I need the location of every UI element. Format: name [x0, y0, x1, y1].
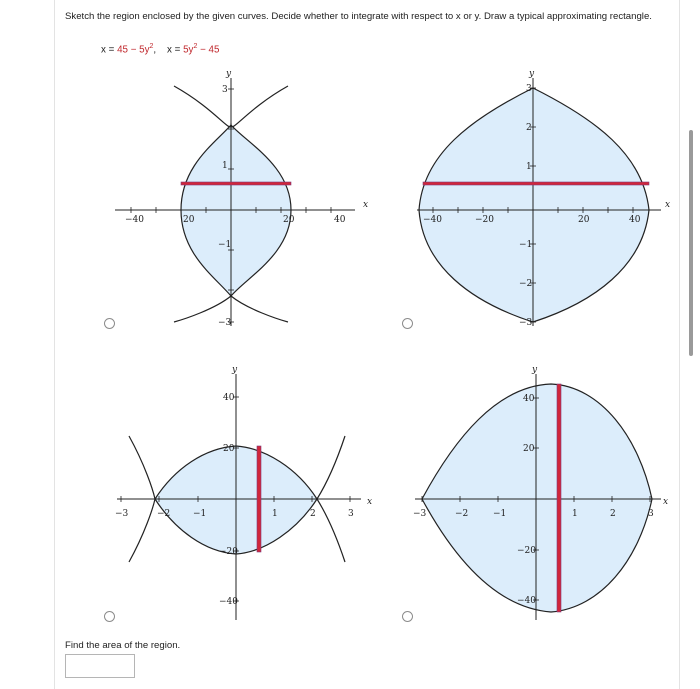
question-prompt: Sketch the region enclosed by the given curves. Decide whether to integrate with respect to x or y. Draw a typical approximating rectangle. [65, 11, 652, 22]
x-axis-label: x [665, 200, 671, 210]
eq2-rhs: 5y [183, 44, 194, 56]
x-tick-label: 20 [183, 215, 195, 225]
y-axis-label: y [532, 365, 538, 375]
graph-option-b [405, 64, 675, 326]
y-tick-label: −2 [519, 279, 533, 289]
y-tick-label: 20 [523, 444, 535, 454]
y-tick-label: −3 [519, 318, 533, 326]
x-tick-label: −1 [193, 509, 207, 519]
y-tick-label: 3 [526, 84, 532, 94]
y-tick-label: −40 [517, 596, 536, 606]
y-tick-label: 40 [223, 393, 235, 403]
y-tick-label: 40 [523, 394, 535, 404]
x-axis-label: x [367, 497, 373, 507]
y-axis-label: y [232, 365, 238, 375]
eq1-sep: , [153, 44, 157, 56]
y-tick-label: −20 [517, 546, 536, 556]
y-tick-label: 3 [222, 85, 228, 95]
option-c-radio[interactable] [104, 611, 115, 622]
y-tick-label: 1 [222, 161, 228, 171]
x-tick-label: −2 [157, 509, 171, 519]
x-tick-label: 1 [572, 509, 578, 519]
graph-option-c [105, 358, 385, 620]
x-axis-label: x [663, 497, 669, 507]
x-tick-label: −40 [125, 215, 144, 225]
region-fill [422, 384, 652, 612]
approx-rectangle [557, 384, 561, 612]
find-area-label: Find the area of the region. [65, 640, 181, 651]
x-axis-label: x [363, 200, 369, 210]
x-tick-label: 20 [578, 215, 590, 225]
eq2-lhs: x = [167, 44, 184, 56]
area-answer-input[interactable] [65, 654, 135, 678]
x-tick-label: −20 [475, 215, 494, 225]
x-tick-label: 2 [310, 509, 316, 519]
region-fill [419, 88, 649, 322]
approx-rectangle [257, 446, 261, 552]
x-tick-label: −1 [493, 509, 507, 519]
approx-rectangle [423, 182, 649, 185]
question-panel [54, 0, 680, 689]
x-tick-label: 1 [272, 509, 278, 519]
y-tick-label: −1 [519, 240, 533, 250]
eq2-exp: 2 [193, 43, 198, 50]
graph-option-d [405, 358, 675, 620]
y-tick-label: 1 [526, 162, 532, 172]
y-axis-label: y [226, 69, 232, 79]
y-axis-label: y [529, 69, 535, 79]
y-tick-label: −1 [218, 240, 232, 250]
x-tick-label: 40 [629, 215, 641, 225]
eq1-lhs: x = [101, 44, 118, 56]
x-tick-label: −2 [455, 509, 469, 519]
option-b-radio[interactable] [402, 318, 413, 329]
graph-option-a [105, 64, 385, 326]
given-curves [101, 43, 219, 55]
y-tick-label: −20 [219, 547, 238, 557]
x-tick-label: 3 [348, 509, 354, 519]
option-d-radio[interactable] [402, 611, 413, 622]
x-tick-label: −3 [115, 509, 129, 519]
scrollbar-thumb[interactable] [689, 130, 693, 356]
x-tick-label: 20 [283, 215, 295, 225]
x-tick-label: −40 [423, 215, 442, 225]
x-tick-label: 3 [648, 509, 654, 519]
eq2-tail: − 45 [197, 44, 220, 56]
approx-rectangle [181, 182, 291, 185]
y-tick-label: −3 [218, 318, 232, 326]
x-tick-label: 40 [334, 215, 346, 225]
option-a-radio[interactable] [104, 318, 115, 329]
y-tick-label: 20 [223, 444, 235, 454]
y-tick-label: 2 [526, 123, 532, 133]
eq1-exp: 2 [149, 43, 154, 50]
x-tick-label: 2 [610, 509, 616, 519]
eq1-rhs: 45 − 5y [117, 44, 150, 56]
x-tick-label: −3 [413, 509, 427, 519]
y-tick-label: −40 [219, 597, 238, 607]
